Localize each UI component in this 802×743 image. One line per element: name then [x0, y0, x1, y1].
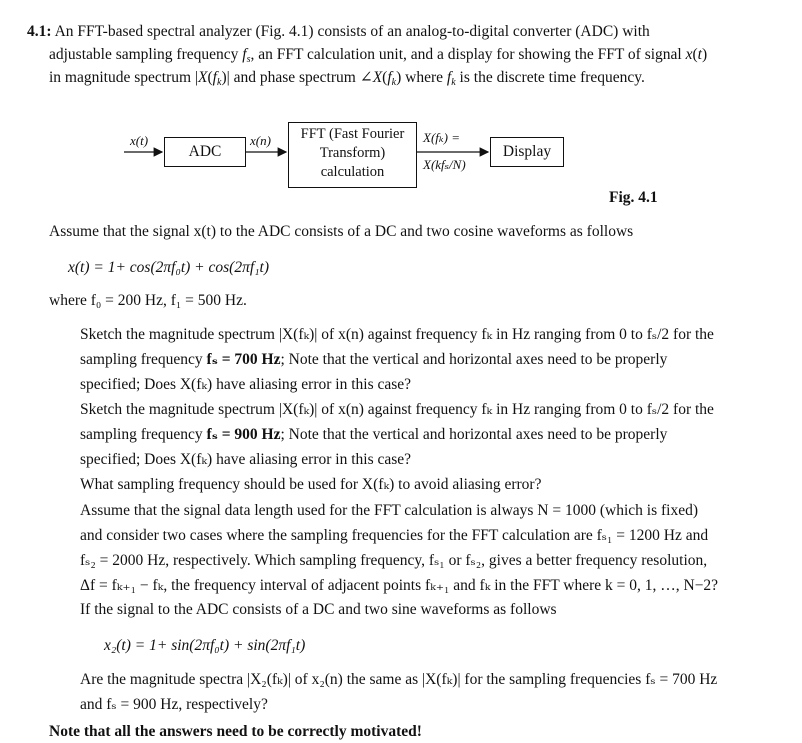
q1-line-2: [80, 350, 667, 370]
q4-line-4: Δf = fₖ₊₁ − fₖ, the frequency interval of adjacent points fₖ₊₁ and fₖ in the FFT where k = 0, 1, …, N−2?: [80, 577, 719, 594]
sym-xt: x: [685, 46, 693, 63]
closing-note: Note that all the answers need to be correctly motivated!: [49, 723, 422, 740]
q2-line-3: specified; Does X(fₖ) have aliasing error in this case?: [80, 451, 412, 468]
equation-x2: x₂(t) = 1+ sin(2πf₀t) + sin(2πf₁t): [104, 637, 306, 654]
assume-text: Assume that the signal x(t) to the ADC consists of a DC and two cosine waveforms as follows: [49, 223, 634, 240]
fft-output-label-2: X(kfₛ/N): [423, 157, 466, 172]
q2-line-2: [80, 425, 667, 445]
input-signal-label: x(t): [130, 133, 149, 148]
fft-label-line-2: Transform): [319, 145, 386, 161]
where-text: where f₀ = 200 Hz, f₁ = 500 Hz.: [49, 292, 247, 309]
fft-label-line-3: calculation: [320, 164, 385, 180]
q4-line-1: Assume that the signal data length used for the FFT calculation is always N = 1000 (which is fixed): [80, 502, 699, 519]
adc-label: ADC: [188, 143, 222, 160]
intro-text-3d: is the discrete time frequency.: [455, 69, 645, 86]
q1-text-2c: ; Note that the vertical and horizontal axes need to be properly: [280, 351, 668, 368]
q1-sampling-value: fₛ = 700 Hz: [206, 351, 281, 368]
q2-text-2c: ; Note that the vertical and horizontal axes need to be properly: [280, 426, 668, 443]
q1-text-2a: sampling frequency: [80, 351, 207, 368]
problem-number: 4.1:: [27, 23, 52, 40]
display-label: Display: [502, 143, 552, 160]
q4-line-2: and consider two cases where the sampling frequencies for the FFT calculation are fₛ₁ = 1200 Hz and: [80, 527, 709, 544]
intro-text-3c: where: [401, 69, 447, 86]
q5-line-3: and fₛ = 900 Hz, respectively?: [80, 696, 268, 713]
q5-line-2: Are the magnitude spectra |X₂(fₖ)| of x₂(n) the same as |X(fₖ)| for the sampling frequencies fₛ = 700 Hz: [80, 671, 718, 688]
intro-text-2a: adjustable sampling frequency: [49, 46, 243, 63]
q1-line-1: Sketch the magnitude spectrum |X(fₖ)| of x(n) against frequency fₖ in Hz ranging from 0 to fₛ/2 for the: [80, 326, 714, 343]
fft-output-label-1: X(fₖ) =: [423, 130, 460, 145]
figure-caption: Fig. 4.1: [609, 189, 658, 206]
q3-text: What sampling frequency should be used for X(fₖ) to avoid aliasing error?: [80, 476, 542, 493]
intro-text-1: An FFT-based spectral analyzer (Fig. 4.1) consists of an analog-to-digital converter (ADC) with: [54, 23, 650, 40]
problem-intro-line-2: adjustable sampling frequency $f_s$, an FFT calculation unit, and a display for showing the FFT of signal x(t): [49, 46, 708, 65]
adc-output-label: x(n): [250, 133, 271, 148]
problem-intro-line-3: in magnitude spectrum $|X(f_k)|$ and phase spectrum $\angle X(f_k)$ where $f_k$ is the discrete time frequency.: [49, 69, 645, 88]
q4-line-3: fₛ₂ = 2000 Hz, respectively. Which sampling frequency, fₛ₁ or fₛ₂, gives a better frequency resolution,: [80, 552, 708, 569]
q1-line-3: specified; Does X(fₖ) have aliasing error in this case?: [80, 376, 412, 393]
fft-label-line-1: FFT (Fast Fourier: [300, 126, 405, 142]
q2-text-2a: sampling frequency: [80, 426, 207, 443]
intro-text-2b: , an FFT calculation unit, and a display for showing the FFT of signal: [250, 46, 686, 63]
equation-x: x(t) = 1+ cos(2πf₀t) + cos(2πf₁t): [68, 259, 270, 276]
fft-block: [288, 122, 417, 188]
adc-block: [164, 137, 246, 167]
q2-line-1: Sketch the magnitude spectrum |X(fₖ)| of x(n) against frequency fₖ in Hz ranging from 0 to fₛ/2 for the: [80, 401, 714, 418]
display-block: [490, 137, 564, 167]
q5-line-1: If the signal to the ADC consists of a DC and two sine waveforms as follows: [80, 601, 557, 618]
intro-text-3a: in magnitude spectrum |: [49, 69, 199, 86]
q2-sampling-value: fₛ = 900 Hz: [206, 426, 281, 443]
sym-fs: $f_s$: [242, 46, 251, 65]
intro-text-3b: )| and phase spectrum: [221, 69, 360, 86]
